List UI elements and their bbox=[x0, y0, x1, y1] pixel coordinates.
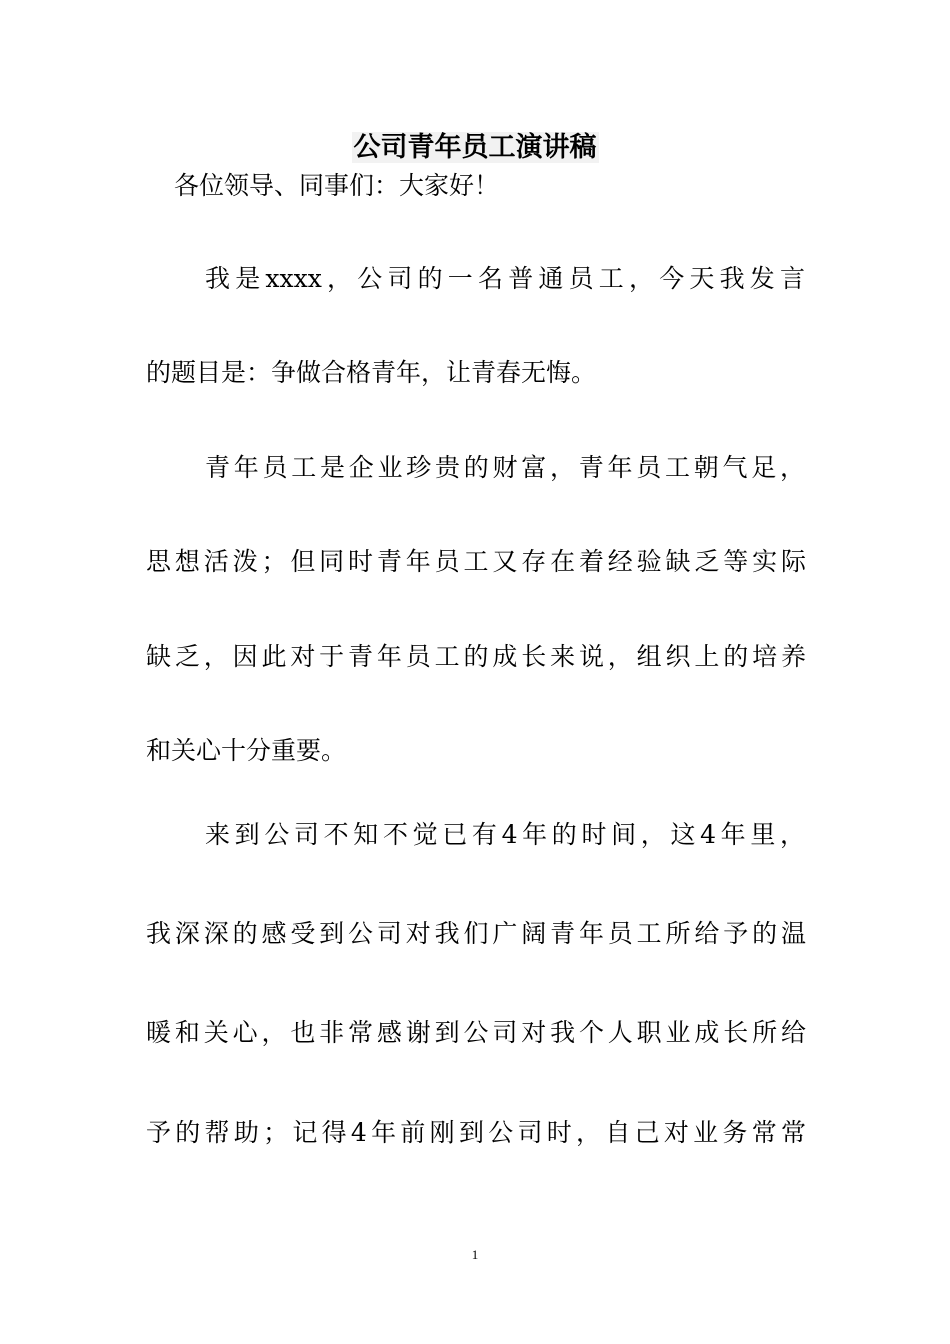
body-line: 来到公司不知不觉已有4年的时间，这4年里， bbox=[205, 820, 805, 849]
body-line: 暖和关心，也非常感谢到公司对我个人职业成长所给 bbox=[146, 1018, 806, 1047]
body-line: 和关心十分重要。 bbox=[146, 736, 347, 765]
body-line: 的题目是：争做合格青年，让青春无悔。 bbox=[146, 358, 597, 387]
page-number: 1 bbox=[471, 1247, 479, 1262]
body-line: 我深深的感受到公司对我们广阔青年员工所给予的温 bbox=[146, 919, 806, 948]
body-line: 缺乏，因此对于青年员工的成长来说，组织上的培养 bbox=[146, 642, 806, 671]
document-title: 公司青年员工演讲稿 bbox=[353, 132, 597, 163]
body-line: 青年员工是企业珍贵的财富，青年员工朝气足， bbox=[205, 453, 805, 482]
body-line: 我是xxxx，公司的一名普通员工，今天我发言 bbox=[205, 264, 805, 293]
body-line: 思想活泼；但同时青年员工又存在着经验缺乏等实际 bbox=[146, 547, 806, 576]
greeting-line: 各位领导、同事们：大家好！ bbox=[174, 171, 500, 200]
body-line: 予的帮助；记得4年前刚到公司时，自己对业务常常 bbox=[146, 1118, 806, 1147]
